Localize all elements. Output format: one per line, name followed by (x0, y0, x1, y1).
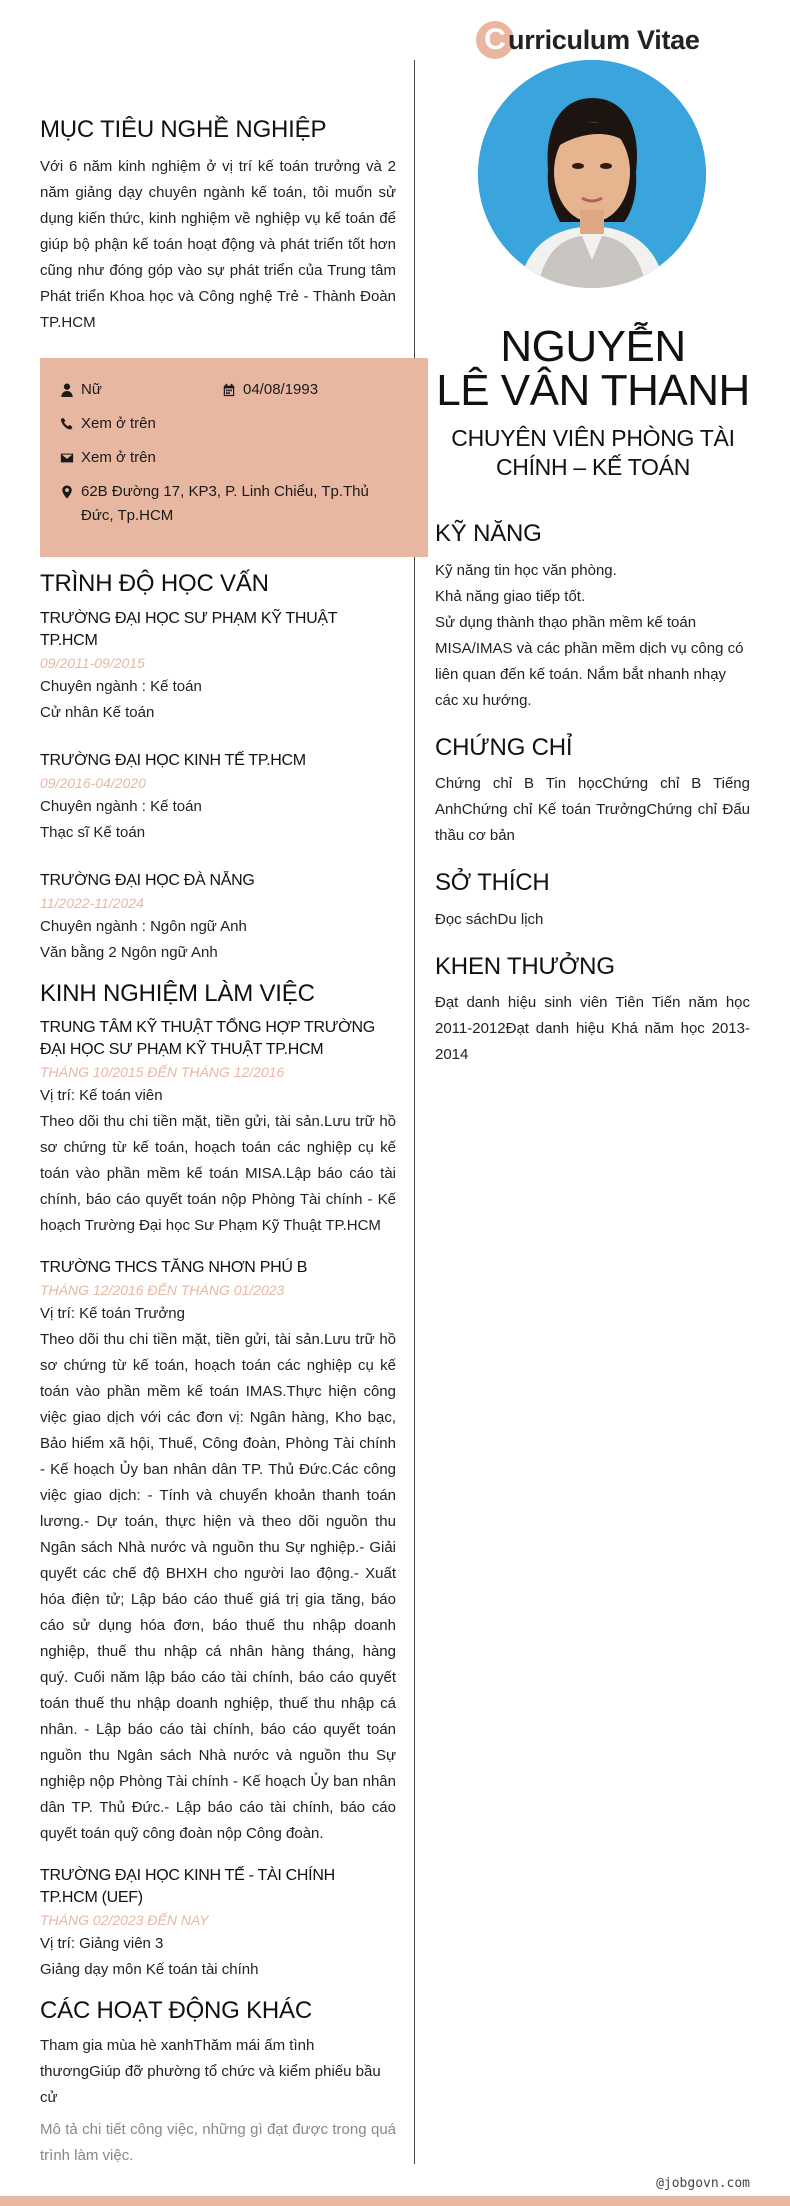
education-school: TRƯỜNG ĐẠI HỌC SƯ PHẠM KỸ THUẬT TP.HCM (40, 609, 337, 649)
gender-row (60, 378, 222, 402)
phone-icon (60, 412, 78, 436)
skill-item: Sử dụng thành thạo phần mềm kế toán MISA/IMAS và các phần mềm dịch vụ công có liên quan đến kế toán. Nắm bắt nhanh nhạy các xu hướng. (435, 613, 744, 709)
experience-company: TRUNG TÂM KỸ THUẬT TỔNG HỢP TRƯỜNG ĐẠI HỌC SƯ PHẠM KỸ THUẬT TP.HCM (40, 1019, 375, 1059)
activities-placeholder: Mô tả chi tiết công việc, những gì đạt được trong quá trình làm việc. (40, 2120, 396, 2164)
experience-date: THÁNG 10/2015 ĐẾN THÁNG 12/2016 (40, 1064, 285, 1081)
education-major: Chuyên ngành : Kế toán (40, 677, 202, 695)
education-item (40, 870, 396, 966)
experience-item (40, 1017, 396, 1239)
skills-list (435, 558, 750, 714)
education-date: 09/2011-09/2015 (40, 654, 145, 671)
name-line-2: LÊ VÂN THANH (436, 366, 750, 415)
education-degree: Văn bằng 2 Ngôn ngữ Anh (40, 943, 218, 961)
experience-item (40, 1865, 396, 1983)
email-value: Xem ở trên (81, 449, 156, 466)
experience-title: KINH NGHIỆM LÀM VIỆC (40, 979, 315, 1007)
education-degree: Cử nhân Kế toán (40, 703, 155, 721)
certificates-text: Chứng chỉ B Tin họcChứng chỉ B Tiếng AnhChứng chỉ Kế toán TrưởngChứng chỉ Đấu thầu cơ bản (435, 775, 750, 845)
left-main-column (40, 570, 396, 2169)
phone-row (60, 412, 408, 436)
education-date: 09/2016-04/2020 (40, 774, 146, 791)
education-major: Chuyên ngành : Ngôn ngữ Anh (40, 917, 247, 935)
experience-date: THÁNG 02/2023 ĐẾN NAY (40, 1912, 209, 1929)
experience-date: THÁNG 12/2016 ĐẾN THÁNG 01/2023 (40, 1282, 285, 1299)
hobbies-title: SỞ THÍCH (435, 869, 550, 897)
activities-title: CÁC HOẠT ĐỘNG KHÁC (40, 1997, 312, 2025)
hobbies-text: Đọc sáchDu lịch (435, 910, 544, 928)
avatar (478, 60, 706, 288)
experience-description: Theo dõi thu chi tiền mặt, tiền gửi, tài sản.Lưu trữ hồ sơ chứng từ kế toán, hoạch toán các nghiệp cụ kế toán vào phần mềm kế toán IMAS.Thực hiện công việc giao dịch với các đơn vị: Ngân hàng, Kho bạc, Bảo hiểm xã hội, Thuế, Công đoàn, Phòng Tài chính - Kế hoạch Ủy ban nhân dân TP. Thủ Đức.Các công việc giao dịch: - Tính và chuyển khoản thanh toán lương.- Dự toán, thực hiện và theo dõi nguồn thu Ngân sách Nhà nước và nguồn thu Sự nghiệp.- Giải quyết các chế độ BHXH cho người lao động.- Xuất hóa điện tử; Lập báo cáo thuế giá trị gia tăng, báo cáo sử dụng hóa đơn, báo thuế thu nhập doanh nghiệp, thuế thu nhập cá nhân hàng tháng, hàng quý. Cuối năm lập báo cáo tài chính, báo cáo quyết toán thuế thu nhập doanh nghiệp, thuế thu nhập cá nhân. - Lập báo cáo tài chính, báo cáo quyết toán nguồn thu Ngân sách Nhà nước và nguồn thu Sự nghiệp nộp Phòng Tài chính - Kế hoạch Ủy ban nhân dân TP. Thủ Đức.- Lập báo cáo tài chính, báo cáo quyết toán quỹ công đoàn nộp Công đoàn. (40, 1331, 396, 1843)
personal-info-box (40, 358, 428, 557)
right-column (435, 520, 750, 1068)
education-item (40, 608, 396, 726)
address-row (60, 480, 408, 528)
experience-company: TRƯỜNG THCS TĂNG NHƠN PHÚ B (40, 1259, 308, 1277)
education-school: TRƯỜNG ĐẠI HỌC KINH TẾ TP.HCM (40, 751, 306, 769)
education-item (40, 750, 396, 846)
experience-company: TRƯỜNG ĐẠI HỌC KINH TẾ - TÀI CHÍNH TP.HCM (UEF) (40, 1867, 335, 1907)
location-icon (60, 480, 78, 504)
email-row (60, 446, 408, 470)
job-title: CHUYÊN VIÊN PHÒNG TÀI CHÍNH – KẾ TOÁN (451, 425, 735, 480)
experience-position: Vị trí: Giảng viên 3 (40, 1935, 164, 1953)
awards-text: Đạt danh hiệu sinh viên Tiên Tiến năm học 2011-2012Đạt danh hiệu Khá năm học 2013-2014 (435, 994, 750, 1064)
skills-title: KỸ NĂNG (435, 520, 542, 547)
birthdate-value: 04/08/1993 (243, 381, 319, 398)
calendar-icon (222, 378, 240, 402)
watermark: @jobgovn.com (656, 2176, 750, 2191)
experience-description: Giảng dạy môn Kế toán tài chính (40, 1961, 259, 1979)
email-icon (60, 446, 78, 470)
avatar-photo (478, 60, 706, 288)
logo-circle-letter: C (476, 21, 514, 59)
objective-section (40, 116, 396, 336)
logo-text: urriculum Vitae (508, 24, 700, 55)
phone-value: Xem ở trên (81, 415, 156, 432)
education-school: TRƯỜNG ĐẠI HỌC ĐÀ NẴNG (40, 871, 255, 889)
certificates-title: CHỨNG CHỈ (435, 733, 573, 761)
experience-description: Theo dõi thu chi tiền mặt, tiền gửi, tài sản.Lưu trữ hồ sơ chứng từ kế toán, hoạch toán các nghiệp cụ kế toán vào phần mềm kế toán MISA.Lập báo cáo tài chính, báo cáo quyết toán nộp Phòng Tài chính - Kế hoạch Trường Đại học Sư Phạm Kỹ Thuật TP.HCM (40, 1113, 396, 1235)
experience-position: Vị trí: Kế toán Trưởng (40, 1305, 185, 1323)
education-date: 11/2022-11/2024 (40, 894, 144, 911)
education-title: TRÌNH ĐỘ HỌC VẤN (40, 570, 269, 597)
full-name (420, 322, 766, 415)
cv-logo (476, 18, 700, 62)
user-icon (60, 378, 78, 402)
birthdate-row (222, 378, 384, 402)
education-major: Chuyên ngành : Kế toán (40, 797, 202, 815)
experience-item (40, 1257, 396, 1847)
gender-value: Nữ (81, 381, 102, 398)
awards-title: KHEN THƯỞNG (435, 952, 615, 980)
address-value: 62B Đường 17, KP3, P. Linh Chiểu, Tp.Thủ Đức, Tp.HCM (81, 483, 369, 524)
objective-text: Với 6 năm kinh nghiệm ở vị trí kế toán trưởng và 2 năm giảng dạy chuyên ngành kế toán, tôi muốn sử dụng kiến thức, kinh nghiệm về nghiệp vụ kế toán để giúp bộ phận kế toán hoạt động và phát triển tốt hơn cũng như đóng góp vào sự phát triển của Trung tâm Phát triển Khoa học và Công nghệ Trẻ - Thành Đoàn TP.HCM (40, 157, 396, 331)
education-degree: Thạc sĩ Kế toán (40, 823, 146, 841)
activities-text: Tham gia mùa hè xanhThăm mái ấm tình thươngGiúp đỡ phường tổ chức và kiểm phiếu bầu cử (40, 2036, 381, 2106)
objective-title: MỤC TIÊU NGHỀ NGHIỆP (40, 116, 327, 143)
skill-item: Khả năng giao tiếp tốt. (435, 587, 586, 605)
skill-item: Kỹ năng tin học văn phòng. (435, 561, 617, 579)
experience-position: Vị trí: Kế toán viên (40, 1087, 163, 1105)
name-line-1: NGUYỄN (500, 322, 686, 371)
footer-bar (0, 2196, 790, 2206)
